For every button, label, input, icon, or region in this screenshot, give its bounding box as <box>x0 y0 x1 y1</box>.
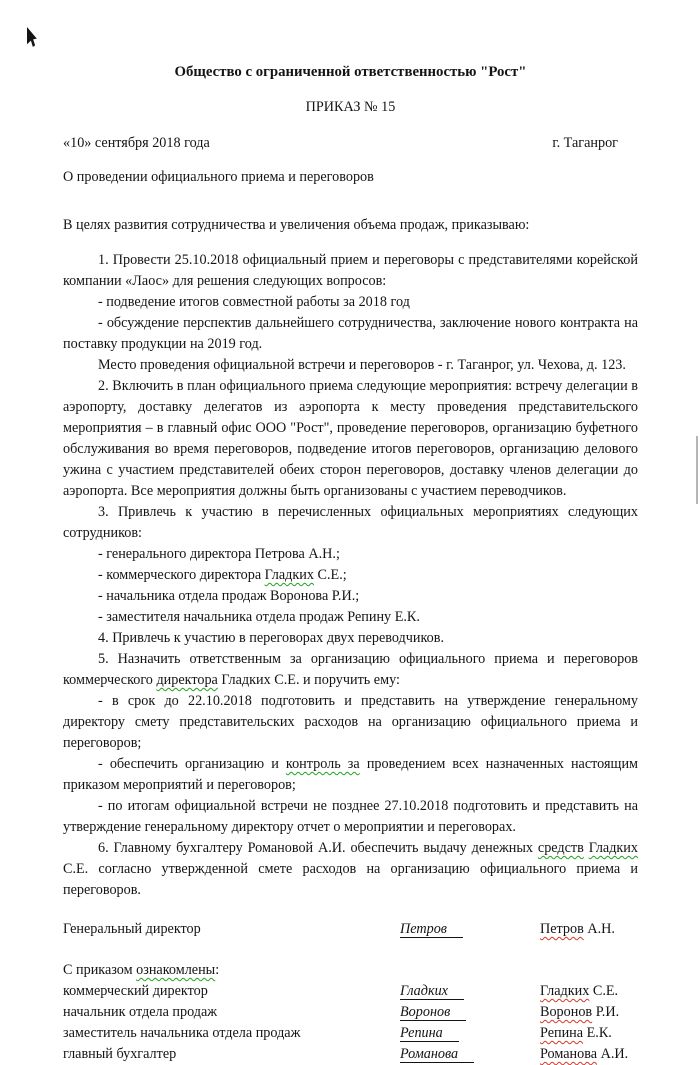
signature-position-label: главный бухгалтер <box>63 1046 177 1062</box>
signature-full-name: Гладких С.Е. <box>540 983 619 999</box>
signature-position-label: начальник отдела продаж <box>63 1004 218 1020</box>
signature-position-label: Генеральный директор <box>63 921 201 937</box>
signature-full-name: Романова А.И. <box>540 1046 629 1062</box>
order-paragraph: - обсуждение перспектив дальнейшего сотрудничества, заключение нового контракта на поставку продукции на 2019 год. <box>63 315 638 352</box>
handwritten-signature: Петров <box>400 919 540 940</box>
order-paragraph: 4. Привлечь к участию в переговорах двух переводчиков. <box>98 630 445 646</box>
grammar-flagged-word: контроль за <box>285 756 360 772</box>
scan-artifact-line <box>696 436 698 504</box>
order-number: ПРИКАЗ № 15 <box>305 99 396 115</box>
order-paragraph: - коммерческого директора Гладких С.Е.; <box>98 567 347 583</box>
order-paragraph: - обеспечить организацию и контроль за проведением всех назначенных настоящим приказом мероприятий и переговоров; <box>63 756 639 793</box>
order-paragraph: 5. Назначить ответственным за организацию официального приема и переговоров коммерческого директора Гладких С.Е. и поручить ему: <box>63 651 638 688</box>
order-paragraph: - начальника отдела продаж Воронова Р.И.; <box>98 588 360 604</box>
acknowledged-heading: С приказом ознакомлены: <box>63 962 220 978</box>
spelling-flagged-word: Гладких <box>540 983 590 999</box>
handwritten-signature: Романова <box>400 1044 540 1065</box>
spelling-flagged-word: Репина <box>540 1025 584 1041</box>
grammar-flagged-word: директора <box>156 672 218 688</box>
signature-full-name: Петров А.Н. <box>540 921 615 937</box>
acknowledged-rows <box>63 981 638 1065</box>
handwritten-signature: Воронов <box>400 1002 540 1023</box>
grammar-flagged-word: средств <box>537 840 584 856</box>
grammar-flagged-word: Гладких <box>264 567 314 583</box>
director-signature-row <box>63 919 638 940</box>
spelling-flagged-word: Воронов <box>540 1004 593 1020</box>
order-paragraph: В целях развития сотрудничества и увеличения объема продаж, приказываю: <box>63 217 530 233</box>
signature-row <box>63 1002 638 1023</box>
handwritten-signature: Гладких <box>400 981 540 1002</box>
order-paragraph: - заместителя начальника отдела продаж Репину Е.К. <box>98 609 420 625</box>
order-subject: О проведении официального приема и переговоров <box>63 169 374 185</box>
signature-full-name: Репина Е.К. <box>540 1025 612 1041</box>
order-paragraph: 2. Включить в план официального приема следующие мероприятия: встречу делегации в аэропорту, доставку делегатов из аэропорта к месту проведения представительского мероприятия – в главный офис ООО "Рост", проведение переговоров, организацию буфетного обслуживания во время переговоров, подведение итогов переговоров, организацию делового ужина с участием представителей обеих сторон переговоров, доставку членов делегации до аэропорта. Все мероприятия должны быть организованы с участием переводчиков. <box>63 378 638 499</box>
order-city: г. Таганрог <box>552 135 618 151</box>
signature-row <box>63 1023 638 1044</box>
handwritten-signature: Репина <box>400 1023 540 1044</box>
grammar-flagged-word: ознакомлены <box>136 962 216 978</box>
order-paragraph: 6. Главному бухгалтеру Романовой А.И. обеспечить выдачу денежных средств Гладких С.Е. согласно утвержденной смете расходов на организацию официального приема и переговоров. <box>63 840 638 898</box>
order-paragraph: - по итогам официальной встречи не позднее 27.10.2018 подготовить и представить на утверждение генеральному директору отчет о мероприятии и переговорах. <box>63 798 638 835</box>
signature-row <box>63 1044 638 1065</box>
grammar-flagged-word: Гладких <box>588 840 638 856</box>
order-date: «10» сентября 2018 года <box>63 135 210 151</box>
mouse-cursor-icon <box>27 27 41 47</box>
order-paragraph: 1. Провести 25.10.2018 официальный прием и переговоры с представителями корейской компании «Лаос» для решения следующих вопросов: <box>63 252 638 289</box>
order-paragraph: - подведение итогов совместной работы за 2018 год <box>98 294 410 310</box>
company-title: Общество с ограниченной ответственностью "Рост" <box>174 64 527 80</box>
signature-position-label: заместитель начальника отдела продаж <box>63 1025 301 1041</box>
date-row <box>63 133 638 154</box>
signature-row <box>63 919 638 940</box>
order-paragraph: 3. Привлечь к участию в перечисленных официальных мероприятиях следующих сотрудников: <box>63 504 638 541</box>
spelling-flagged-word: Романова <box>540 1046 598 1062</box>
order-paragraph: - генерального директора Петрова А.Н.; <box>98 546 340 562</box>
spelling-flagged-word: Петров <box>540 921 584 937</box>
signature-row <box>63 981 638 1002</box>
order-body <box>63 215 638 901</box>
signature-position-label: коммерческий директор <box>63 983 208 999</box>
signature-full-name: Воронов Р.И. <box>540 1004 620 1020</box>
signature-block <box>63 919 638 1065</box>
order-paragraph: Место проведения официальной встречи и переговоров - г. Таганрог, ул. Чехова, д. 123. <box>98 357 626 373</box>
order-paragraph: - в срок до 22.10.2018 подготовить и представить на утверждение генеральному директору смету представительских расходов на организацию официального приема и переговоров; <box>63 693 638 751</box>
